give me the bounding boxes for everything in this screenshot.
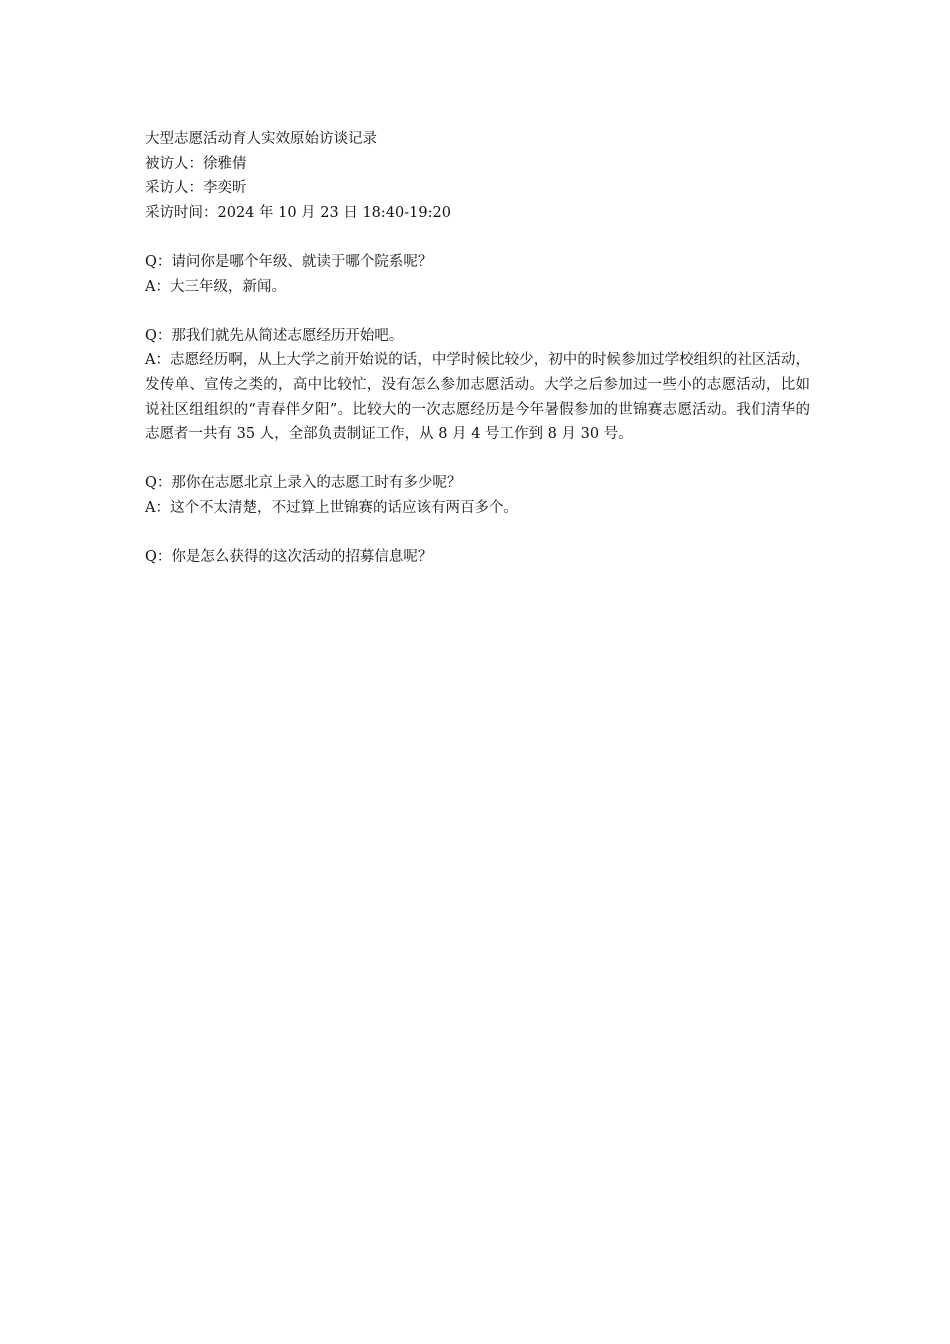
answer-2: A：志愿经历啊，从上大学之前开始说的话，中学时候比较少，初中的时候参加过学校组织的社区活动，发传单、宣传之类的，高中比较忙，没有怎么参加志愿活动。大学之后参加过一些小的志愿活动，比如说社区组组织的“青春伴夕阳”。比较大的一次志愿经历是今年暑假参加的世锦赛志愿活动。我们清华的志愿者一共有 35 人，全部负责制证工作，从 8 月 4 号工作到 8 月 30 号。 — [145, 352, 810, 443]
spacer — [145, 225, 810, 250]
question-3: Q：那你在志愿北京上录入的志愿工时有多少呢？ — [145, 475, 462, 492]
question-4: Q：你是怎么获得的这次活动的招募信息呢？ — [145, 549, 433, 566]
interviewer-line: 采访人：李奕昕 — [145, 180, 247, 197]
document-title: 大型志愿活动育人实效原始访谈记录 — [145, 131, 377, 147]
spacer — [145, 299, 810, 324]
answer-1: A：大三年级，新闻。 — [145, 278, 286, 295]
spacer — [145, 521, 810, 546]
interview-transcript — [145, 127, 810, 570]
question-1: Q：请问你是哪个年级、就读于哪个院系呢？ — [145, 253, 433, 270]
question-2: Q：那我们就先从简述志愿经历开始吧。 — [145, 327, 404, 344]
interview-time-line: 采访时间：2024 年 10 月 23 日 18:40-19:20 — [145, 204, 451, 221]
spacer — [145, 447, 810, 472]
interviewee-line: 被访人：徐雅倩 — [145, 155, 247, 172]
answer-3: A：这个不太清楚，不过算上世锦赛的话应该有两百多个。 — [145, 499, 518, 516]
